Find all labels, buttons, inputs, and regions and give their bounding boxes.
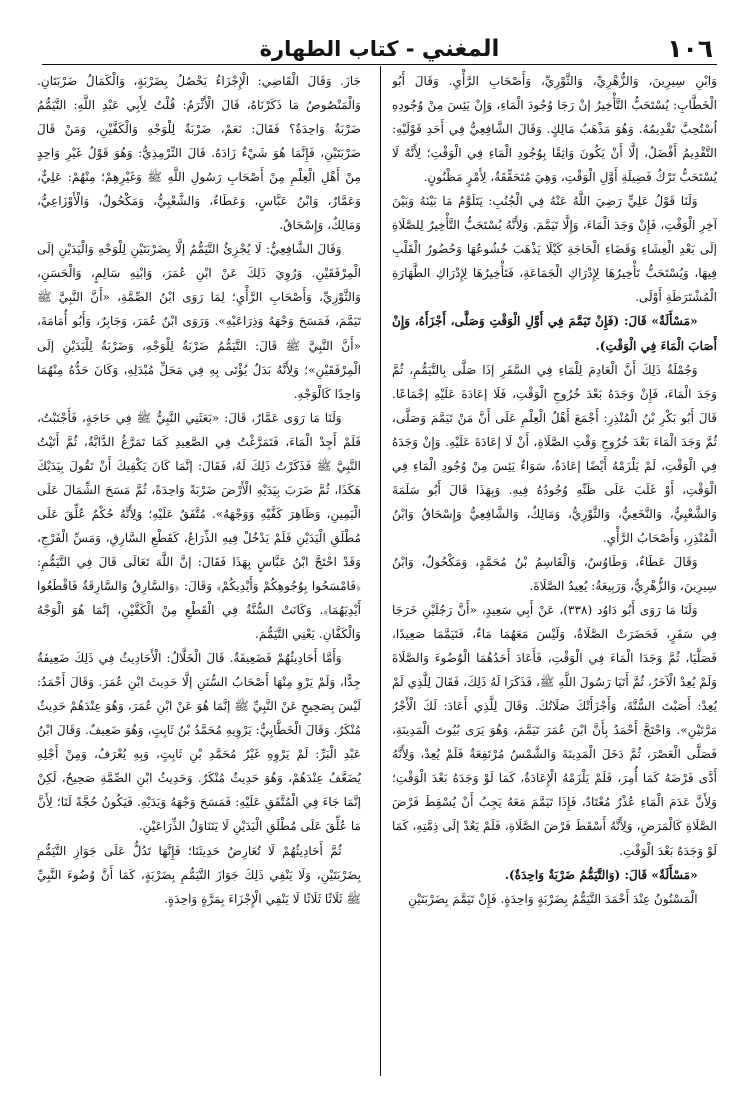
issue-heading: «مَسْأَلَةٌ» قَالَ: (فَإِنْ تَيَمَّمَ فِي أَوَّلِ الْوَقْتِ وَصَلَّى، أَجْزَأَهُ، وَإِنْ أَصَابَ الْمَاءَ فِي الْوَقْتِ).: [392, 314, 717, 353]
paragraph: وَأَمَّا أَحَادِيثُهُمْ فَضَعِيفَةٌ. قَالَ الْخَلَّالُ: الْأَحَادِيثُ فِي ذَلِكَ ضَعِيفَةٌ جِدًّا، وَلَمْ يَرْوِ مِنْهَا أَصْحَابُ السُّنَنِ إلَّا حَدِيثَ ابْنِ عُمَرَ. وَقَالَ أَحْمَدُ: لَيْسَ بِصَحِيحٍ عَنْ النَّبِيِّ ﷺ إنَّمَا هُوَ عَنْ ابْنِ عُمَرَ، وَهُوَ عِنْدَهُمْ حَدِيثٌ مُنْكَرٌ. وَقَالَ الْخَطَّابِيُّ: يَرْوِيهِ مُحَمَّدُ بْنُ ثَابِتٍ، وَهُوَ ضَعِيفٌ. وَقَالَ ابْنُ عَبْدِ الْبَرِّ: لَمْ يَرْوِهِ غَيْرُ مُحَمَّدِ بْنِ ثَابِتٍ، وَبِهِ يُعْرَفُ، وَمِنْ أَجْلِهِ يُضَعَّفُ عِنْدَهُمْ، وَهُوَ حَدِيثٌ مُنْكَرٌ. وَحَدِيثُ ابْنِ الصِّمَّةِ صَحِيحٌ، لَكِنْ إنَّمَا جَاءَ فِي الْمُتَّفَقِ عَلَيْهِ: فَمَسَحَ وَجْهَهُ وَيَدَيْهِ. فَيَكُونُ حُجَّةً لَنَا؛ لِأَنَّ مَا عُلِّقَ عَلَى مُطْلَقِ الْيَدَيْنِ لَا يَتَنَاوَلُ الذِّرَاعَيْنِ.: [37, 651, 361, 834]
title-separator: -: [398, 37, 422, 61]
paragraph: ثُمَّ أَحَادِيثُهُمْ لَا تُعَارِضُ حَدِيثَنَا؛ فَإِنَّهَا تَدُلُّ عَلَى جَوَازِ التَّيَمُّمِ بِضَرْبَتَيْنِ، وَلَا يَنْفِي ذَلِكَ جَوَازَ التَّيَمُّمِ بِضَرْبَةٍ، كَمَا أَنَّ وُضُوءَ النَّبِيِّ ﷺ ثَلَاثًا ثَلَاثًا لَا يَنْفِي الْإِجْزَاءَ بِمَرَّةٍ وَاحِدَةٍ.: [37, 843, 361, 906]
paragraph: وَلَنَا قَوْلُ عَلِيٍّ رَضِيَ اللَّهُ عَنْهُ فِي الْجُنُبِ: يَتَلَوَّمُ مَا بَيْنَهُ وَبَيْنَ آخِرِ الْوَقْتِ، فَإِنْ وَجَدَ الْمَاءَ، وَإِلَّا تَيَمَّمَ. وَلِأَنَّهُ يُسْتَحَبُّ التَّأْخِيرُ لِلصَّلَاةِ إلَى بَعْدِ الْعِشَاءِ وَقَضَاءِ الْحَاجَةِ كَيْلَا يَذْهَبَ خُشُوعُهَا وَحُضُورُ الْقَلْبِ فِيهَا، وَيُسْتَحَبُّ تَأْخِيرُهَا لِإِدْرَاكِ الْجَمَاعَةِ، فَتَأْخِيرُهَا لِإِدْرَاكِ الطَّهَارَةِ الْمُشْتَرَطَةِ أَوْلَى.: [392, 194, 717, 305]
chapter-title: كتاب الطهارة: [259, 37, 399, 61]
right-column: [392, 69, 717, 1069]
paragraph: وَابْنِ سِيرِينَ، وَالزُّهْرِيِّ، وَالثَّوْرِيِّ، وَأَصْحَابِ الرَّأْيِ. وَقَالَ أَبُو الْخَطَّابِ: يُسْتَحَبُّ التَّأْخِيرُ إنْ رَجَا وُجُودَ الْمَاءِ، وَإِنْ يَئِسَ مِنْ وُجُودِهِ اُسْتُحِبَّ تَقْدِيمُهُ. وَهُوَ مَذْهَبُ مَالِكٍ. وَقَالَ الشَّافِعِيُّ فِي أَحَدِ قَوْلَيْهِ: التَّقْدِيمُ أَفْضَلُ، إلَّا أَنْ يَكُونَ وَاثِقًا بِوُجُودِ الْمَاءِ فِي الْوَقْتِ؛ لِأَنَّهُ لَا يُسْتَحَبُّ تَرْكُ فَضِيلَةِ أَوَّلِ الْوَقْتِ، وَهِيَ مُتَحَقِّقَةٌ، لِأَمْرٍ مَظْنُونٍ.: [392, 74, 717, 185]
running-title: [42, 35, 717, 63]
paragraph: وَقَالَ عَطَاءٌ، وَطَاوُسٌ، وَالْقَاسِمُ بْنُ مُحَمَّدٍ، وَمَكْحُولٌ، وَابْنُ سِيرِينَ، وَالزُّهْرِيُّ، وَرَبِيعَةُ: يُعِيدُ الصَّلَاةَ.: [392, 554, 717, 593]
book-title: المغني: [421, 36, 500, 62]
paragraph: وَقَالَ الشَّافِعِيُّ: لَا يُجْزِئُ التَّيَمُّمُ إلَّا بِضَرْبَتَيْنِ لِلْوَجْهِ وَالْيَدَيْنِ إلَى الْمِرْفَقَيْنِ. وَرُوِيَ ذَلِكَ عَنْ ابْنِ عُمَرَ، وَابْنِهِ سَالِمٍ، وَالْحَسَنِ، وَالثَّوْرِيِّ، وَأَصْحَابِ الرَّأْيِ؛ لِمَا رَوَى ابْنُ الصِّمَّةِ، «أَنَّ النَّبِيَّ ﷺ تَيَمَّمَ، فَمَسَحَ وَجْهَهُ وَذِرَاعَيْهِ». وَرَوَى ابْنُ عُمَرَ، وَجَابِرٌ، وَأَبُو أُمَامَةَ، «أَنَّ النَّبِيَّ ﷺ قَالَ: التَّيَمُّمُ ضَرْبَةٌ لِلْوَجْهِ، وَضَرْبَةٌ لِلْيَدَيْنِ إلَى الْمِرْفَقَيْنِ»؛ وَلِأَنَّهُ بَدَلٌ يُؤْتَى بِهِ فِي مَحَلِّ مُبْدَلِهِ، وَكَانَ حَدُّهُ مِنْهُمَا وَاحِدًا كَالْوَجْهِ.: [37, 242, 361, 401]
left-column: [37, 69, 361, 1069]
paragraph: وَلَنَا مَا رَوَى أَبُو دَاوُد (٣٣٨)، عَنْ أَبِي سَعِيدٍ، «أَنَّ رَجُلَيْنِ خَرَجَا فِي سَفَرٍ، فَحَضَرَتْ الصَّلَاةُ، وَلَيْسَ مَعَهُمَا مَاءٌ، فَتَيَمَّمَا صَعِيدًا، فَصَلَّيَا، ثُمَّ وَجَدَا الْمَاءَ فِي الْوَقْتِ، فَأَعَادَ أَحَدُهُمَا الْوُضُوءَ وَالصَّلَاةَ وَلَمْ يُعِدْ الْآخَرُ، ثُمَّ أَتَيَا رَسُولَ اللَّهِ ﷺ، فَذَكَرَا لَهُ ذَلِكَ، فَقَالَ لِلَّذِي لَمْ يُعِدْ: أَصَبْتَ السُّنَّةَ، وَأَجْزَأَتْكَ صَلَاتُكَ. وَقَالَ لِلَّذِي أَعَادَ: لَكَ الْأَجْرُ مَرَّتَيْنِ». وَاحْتَجَّ أَحْمَدُ بِأَنَّ ابْنَ عُمَرَ تَيَمَّمَ، وَهُوَ يَرَى بُيُوتَ الْمَدِينَةِ، فَصَلَّى الْعَصْرَ، ثُمَّ دَخَلَ الْمَدِينَةَ وَالشَّمْسُ مُرْتَفِعَةٌ فَلَمْ يُعِدْ، وَلِأَنَّهُ أَدَّى فَرْضَهُ كَمَا أُمِرَ، فَلَمْ يَلْزَمْهُ الْإِعَادَةُ، كَمَا لَوْ وَجَدَهُ بَعْدَ الْوَقْتِ؛ وَلِأَنَّ عَدَمَ الْمَاءِ عُذْرٌ مُعْتَادٌ، فَإِذَا تَيَمَّمَ مَعَهُ يَجِبُ أَنْ يُسْقِطَ فَرْضَ الصَّلَاةِ كَالْمَرَضِ، وَلِأَنَّهُ أَسْقَطَ فَرْضَ الصَّلَاةِ، فَلَمْ يَعُدْ إلَى ذِمَّتِهِ، كَمَا لَوْ وَجَدَهُ بَعْدَ الْوَقْتِ.: [392, 603, 717, 858]
paragraph: الْمَسْنُونُ عِنْدَ أَحْمَدَ التَّيَمُّمُ بِضَرْبَةٍ وَاحِدَةٍ. فَإِنْ تَيَمَّمَ بِضَرْبَتَيْنِ: [408, 891, 698, 906]
paragraph: جَازَ. وَقَالَ الْقَاضِي: الْإِجْزَاءُ يَحْصُلُ بِضَرْبَةٍ، وَالْكَمَالُ ضَرْبَتَانِ. وَالْمَنْصُوصُ مَا ذَكَرْنَاهُ، قَالَ الْأَثْرَمُ: قُلْتُ لِأَبِي عَبْدِ اللَّهِ: التَّيَمُّمُ ضَرْبَةٌ وَاحِدَةٌ؟ فَقَالَ: نَعَمْ، ضَرْبَةٌ لِلْوَجْهِ وَالْكَفَّيْنِ، وَمَنْ قَالَ ضَرْبَتَيْنِ، فَإِنَّمَا هُوَ شَيْءٌ زَادَهُ. قَالَ التِّرْمِذِيُّ: وَهُوَ قَوْلُ غَيْرِ وَاحِدٍ مِنْ أَهْلِ الْعِلْمِ مِنْ أَصْحَابِ رَسُولِ اللَّهِ ﷺ وَغَيْرِهِمْ؛ مِنْهُمْ: عَلِيٌّ، وَعَمَّارٌ، وَابْنُ عَبَّاسٍ، وَعَطَاءٌ، وَالشَّعْبِيُّ، وَمَكْحُولٌ، وَالْأَوْزَاعِيُّ، وَمَالِكٌ، وَإِسْحَاقُ.: [37, 74, 361, 233]
issue-heading: «مَسْأَلَةٌ» قَالَ: (وَالتَّيَمُّمُ ضَرْبَةٌ وَاحِدَةٌ).: [504, 867, 698, 882]
page-header: [42, 34, 717, 64]
header-rule: [42, 64, 717, 65]
column-divider: [380, 66, 381, 1076]
page-number: ١٠٦: [667, 34, 713, 63]
paragraph: وَجُمْلَةُ ذَلِكَ أَنَّ الْعَادِمَ لِلْمَاءِ فِي السَّفَرِ إذَا صَلَّى بِالتَّيَمُّمِ، ثُمَّ وَجَدَ الْمَاءَ، فَإِنْ وَجَدَهُ بَعْدَ خُرُوجِ الْوَقْتِ، فَلَا إعَادَةَ عَلَيْهِ إجْمَاعًا. قَالَ أَبُو بَكْرِ بْنُ الْمُنْذِرِ: أَجْمَعَ أَهْلُ الْعِلْمِ عَلَى أَنَّ مَنْ تَيَمَّمَ وَصَلَّى، ثُمَّ وَجَدَ الْمَاءَ بَعْدَ خُرُوجِ وَقْتِ الصَّلَاةِ، أَنْ لَا إعَادَةَ عَلَيْهِ. وَإِنْ وَجَدَهُ فِي الْوَقْتِ، لَمْ يَلْزَمْهُ أَيْضًا إعَادَةٌ، سَوَاءٌ يَئِسَ مِنْ وُجُودِ الْمَاءِ فِي الْوَقْتِ، أَوْ غَلَبَ عَلَى ظَنِّهِ وُجُودُهُ فِيهِ. وَبِهَذَا قَالَ أَبُو سَلَمَةَ وَالشَّعْبِيُّ، وَالنَّخَعِيُّ، وَالثَّوْرِيُّ، وَمَالِكٌ، وَالشَّافِعِيُّ وَإِسْحَاقُ وَابْنُ الْمُنْذِرِ، وَأَصْحَابُ الرَّأْيِ.: [392, 362, 717, 545]
paragraph: وَلَنَا مَا رَوَى عَمَّارٌ، قَالَ: «بَعَثَنِي النَّبِيُّ ﷺ فِي حَاجَةٍ، فَأَجْنَبْتُ، فَلَمْ أَجِدْ الْمَاءَ، فَتَمَرَّغْتُ فِي الصَّعِيدِ كَمَا تَمَرَّغُ الدَّابَّةُ، ثُمَّ أَتَيْتُ النَّبِيَّ ﷺ فَذَكَرْتُ ذَلِكَ لَهُ، فَقَالَ: إنَّمَا كَانَ يَكْفِيكَ أَنْ تَقُولَ بِيَدَيْكَ هَكَذَا، ثُمَّ ضَرَبَ بِيَدَيْهِ الْأَرْضَ ضَرْبَةً وَاحِدَةً، ثُمَّ مَسَحَ الشِّمَالَ عَلَى الْيَمِينِ، وَظَاهِرَ كَفَّيْهِ وَوَجْهَهُ». مُتَّفَقٌ عَلَيْهِ؛ وَلِأَنَّهُ حُكْمٌ عُلِّقَ عَلَى مُطْلَقِ الْيَدَيْنِ فَلَمْ يَدْخُلْ فِيهِ الذِّرَاعُ، كَقَطْعِ السَّارِقِ، وَمَسِّ الْفَرْجِ، وَقَدْ احْتَجَّ ابْنُ عَبَّاسٍ بِهَذَا فَقَالَ: إنَّ اللَّهَ تَعَالَى قَالَ فِي التَّيَمُّمِ: ﴿فَامْسَحُوا بِوُجُوهِكُمْ وَأَيْدِيكُمْ﴾ وَقَالَ: ﴿وَالسَّارِقُ وَالسَّارِقَةُ فَاقْطَعُوا أَيْدِيَهُمَا﴾. وَكَانَتْ السُّنَّةُ فِي الْقَطْعِ مِنْ الْكَفَّيْنِ، إنَّمَا هُوَ الْوَجْهُ وَالْكَفَّانِ. يَعْنِي التَّيَمُّمَ.: [37, 410, 361, 642]
